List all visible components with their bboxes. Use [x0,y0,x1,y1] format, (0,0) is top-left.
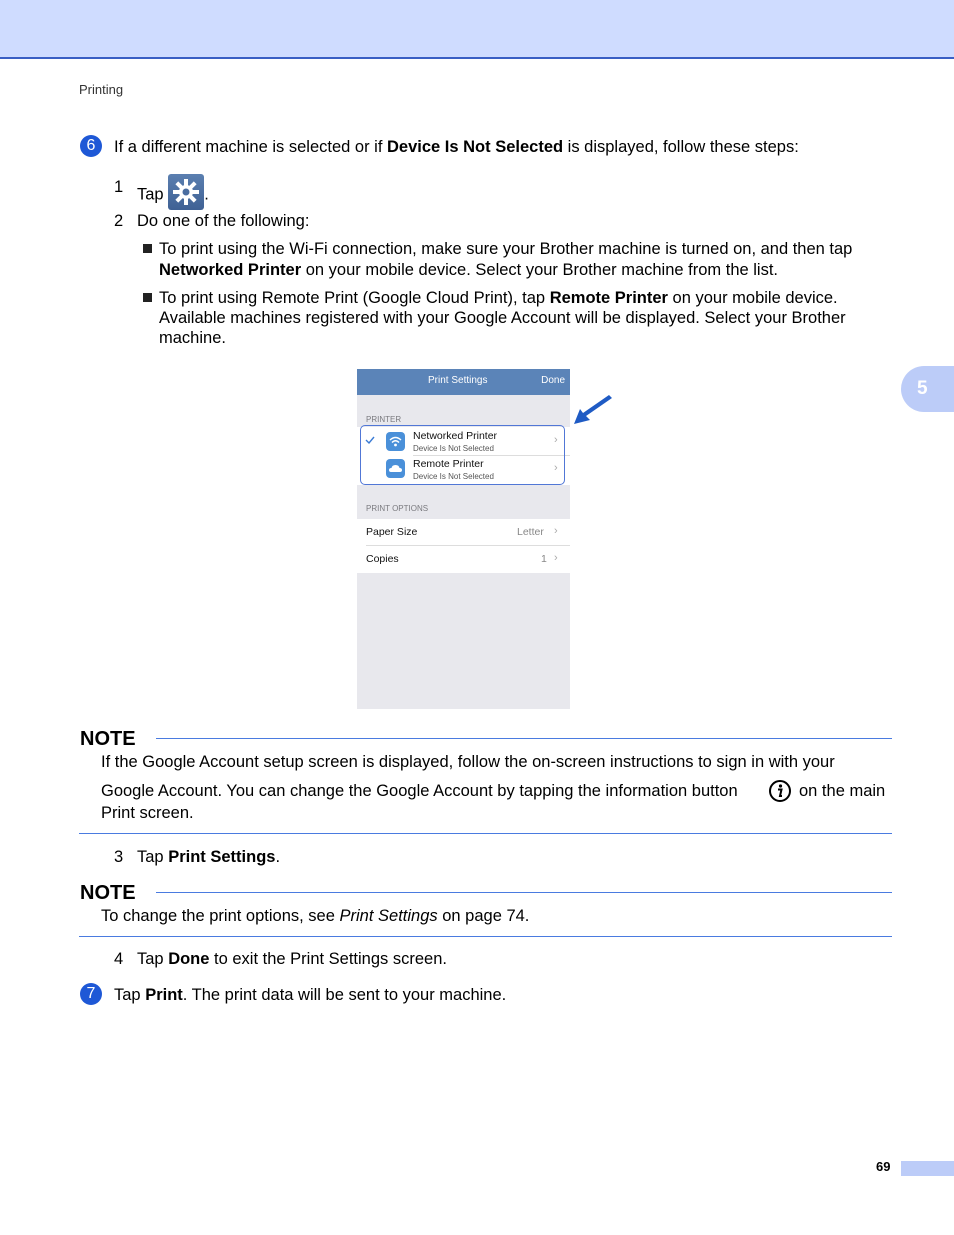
substep-3-number: 3 [114,848,124,866]
nav-bar [357,369,570,395]
networked-printer-status: Device Is Not Selected [413,444,494,453]
note-1-line-2b: on the main [799,782,886,800]
highlight-box [360,425,565,485]
section-printer-label: PRINTER [366,415,402,424]
page-number-bar [901,1161,954,1176]
step-6-text: If a different machine is selected or if Device Is Not Selected is displayed, follow these steps: [114,138,799,156]
remote-printer-status: Device Is Not Selected [413,472,494,481]
substep-4-text: Tap Done to exit the Print Settings screen. [137,950,447,968]
substep-2-text: Do one of the following: [137,212,310,230]
row-divider [366,545,570,546]
bullet-2-line-2: Available machines registered with your Google Account will be displayed. Select your Brother [159,309,846,327]
nav-title: Print Settings [428,375,488,386]
substep-1-number: 1 [114,178,124,196]
chapter-tab: 5 [901,366,954,412]
done-button[interactable]: Done [541,375,565,386]
step-7-marker: 7 [80,983,102,1005]
chevron-right-icon: › [554,525,558,537]
print-settings-screenshot [357,369,570,709]
remote-printer-title[interactable]: Remote Printer [413,458,484,470]
bullet-1-line-1: To print using the Wi-Fi connection, make sure your Brother machine is turned on, and then tap [159,240,853,258]
substep-3-text: Tap Print Settings. [137,848,281,866]
networked-printer-title[interactable]: Networked Printer [413,430,498,442]
substep-4-number: 4 [114,950,124,968]
chevron-right-icon: › [554,434,558,446]
note-2-text: To change the print options, see Print Settings on page 74. [101,907,530,925]
note-1-line-3: Print screen. [101,804,194,822]
bullet-icon [143,244,152,253]
top-banner [0,0,954,59]
info-button-icon [768,779,792,803]
note-1-rule [156,738,892,739]
substep-1-text: Tap . [137,177,209,213]
options-group [357,519,570,573]
note-1-title: NOTE [80,728,136,750]
note-1-line-2a: Google Account. You can change the Google Account by tapping the information button [101,782,738,800]
print-settings-link[interactable]: Print Settings [339,907,438,925]
section-header: Printing [79,82,124,97]
page-number: 69 [876,1159,891,1174]
bullet-icon [143,293,152,302]
copies-value: 1 [541,553,547,565]
copies-label[interactable]: Copies [366,553,399,565]
section-options-label: PRINT OPTIONS [366,504,429,513]
chevron-right-icon: › [554,552,558,564]
note-1-bottom-rule [79,833,892,834]
chevron-right-icon: › [554,462,558,474]
bullet-1-line-2: Networked Printer on your mobile device. Select your Brother machine from the list. [159,261,779,279]
note-2-bottom-rule [79,936,892,937]
note-2-rule [156,892,892,893]
paper-size-label[interactable]: Paper Size [366,526,418,538]
note-2-title: NOTE [80,882,136,904]
bullet-2-line-3: machine. [159,329,226,347]
step-6-marker: 6 [80,135,102,157]
settings-gear-icon [168,174,204,210]
paper-size-value: Letter [517,526,544,538]
step-7-text: Tap Print. The print data will be sent to your machine. [114,986,507,1004]
bullet-2-line-1: To print using Remote Print (Google Cloud Print), tap Remote Printer on your mobile device. [159,289,838,307]
substep-2-number: 2 [114,212,124,230]
note-1-line-1: If the Google Account setup screen is displayed, follow the on-screen instructions to sign in with your [101,753,835,771]
pointer-arrow-icon [572,394,616,428]
